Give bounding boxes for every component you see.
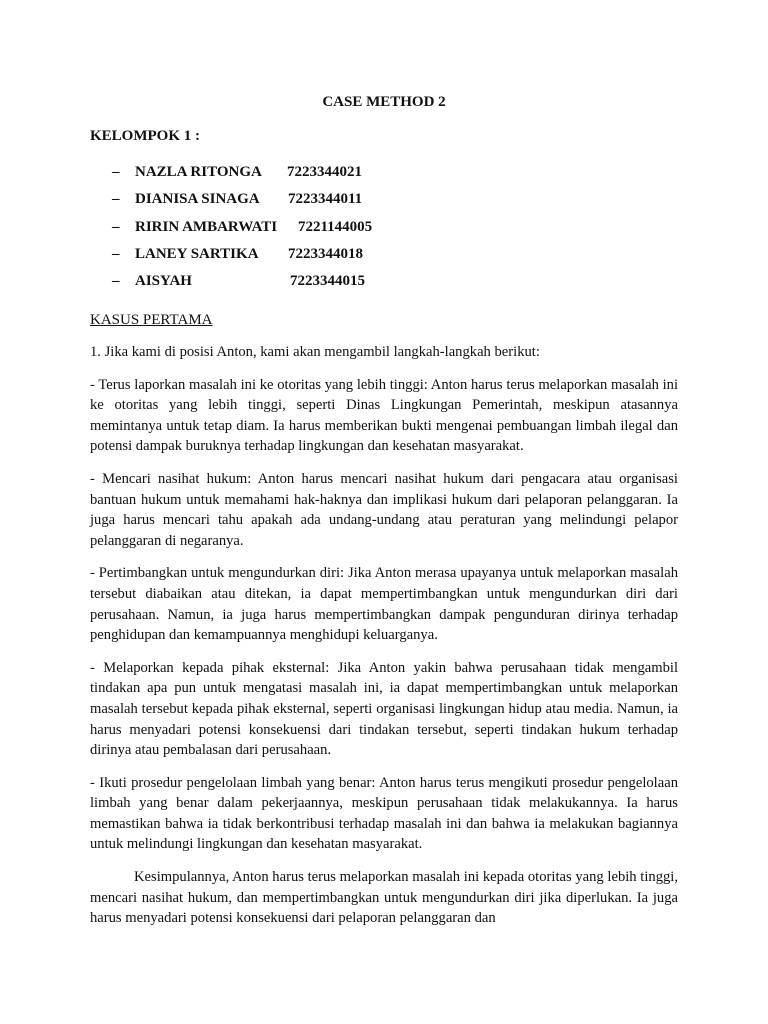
list-dash: – [112,245,120,262]
member-nim: 7223344021 [287,164,362,180]
paragraph-step-external: - Melaporkan kepada pihak eksternal: Jika Anton yakin bahwa perusahaan tidak mengambil tindakan apa pun untuk mengatasi masalah ini, ia dapat mempertimbangkan untuk melaporkan masalah tersebut kepada pihak eksternal, seperti organisasi lingkungan hidup atau media. Namun, ia harus menyadari potensi konsekuensi dari tindakan tersebut, seperti tindakan hukum terhadap dirinya atau pembalasan dari perusahaan. [90,659,678,759]
paragraph-step-resign: - Pertimbangkan untuk mengundurkan diri: Jika Anton merasa upayanya untuk melaporkan masalah tersebut diabaikan atau ditekan, ia dapat mempertimbangkan untuk mengundurkan diri dari perusahaan. Namun, ia juga harus mempertimbangkan dampak pengunduran dirinya terhadap penghidupan dan kemampuannya menghidupi keluarganya. [90,565,678,644]
paragraph-conclusion: Kesimpulannya, Anton harus terus melaporkan masalah ini kepada otoritas yang lebih tinggi, mencari nasihat hukum, dan mempertimbangkan untuk mengundurkan diri jika diperlukan. Ia juga harus menyadari potensi konsekuensi dari pelaporan pelanggaran dan [90,869,678,927]
list-dash: – [112,191,120,208]
member-nim: 7221144005 [298,218,373,235]
member-nim: 7223344018 [288,245,363,262]
group-label: KELOMPOK 1 : [90,128,200,144]
list-dash: – [112,164,120,180]
member-name: AISYAH [135,273,192,290]
member-name: NAZLA RITONGA [135,164,262,180]
member-nim: 7223344015 [290,273,365,290]
member-name: DIANISA SINAGA [135,191,260,208]
paragraph-step-report: - Terus laporkan masalah ini ke otoritas yang lebih tinggi: Anton harus terus melaporkan masalah ini ke otoritas yang lebih tinggi, seperti Dinas Lingkungan Pemerintah, meskipun atasannya memintanya untuk tetap diam. Ia harus memberikan bukti mengenai pembuangan limbah ilegal dan potensi dampak buruknya terhadap lingkungan dan kesehatan masyarakat. [90,376,678,455]
paragraph-step-procedure: - Ikuti prosedur pengelolaan limbah yang benar: Anton harus terus mengikuti prosedur pengelolaan limbah yang benar dalam pekerjaannya, meskipun perusahaan tidak melakukannya. Ia harus memastikan bahwa ia tidak berkontribusi terhadap masalah ini dan bahwa ia melakukan bagiannya untuk melindungi lingkungan dan kesehatan masyarakat. [90,774,678,853]
document-title: CASE METHOD 2 [322,94,446,110]
paragraph-step-legal-advice: - Mencari nasihat hukum: Anton harus mencari nasihat hukum dari pengacara atau organisasi bantuan hukum untuk memahami hak-haknya dan implikasi hukum dari pelaporan pelanggaran. Ia juga harus mencari tahu apakah ada undang-undang atau peraturan yang melindungi pelapor pelanggaran di negaranya. [90,470,678,549]
member-name: LANEY SARTIKA [135,245,259,262]
member-nim: 7223344011 [288,191,363,208]
member-name: RIRIN AMBARWATI [135,218,278,235]
section-heading: KASUS PERTAMA [90,312,213,328]
paragraph-intro: 1. Jika kami di posisi Anton, kami akan mengambil langkah-langkah berikut: [90,344,540,360]
body-text [90,342,678,941]
list-dash: – [112,218,120,235]
list-dash: – [112,273,120,290]
